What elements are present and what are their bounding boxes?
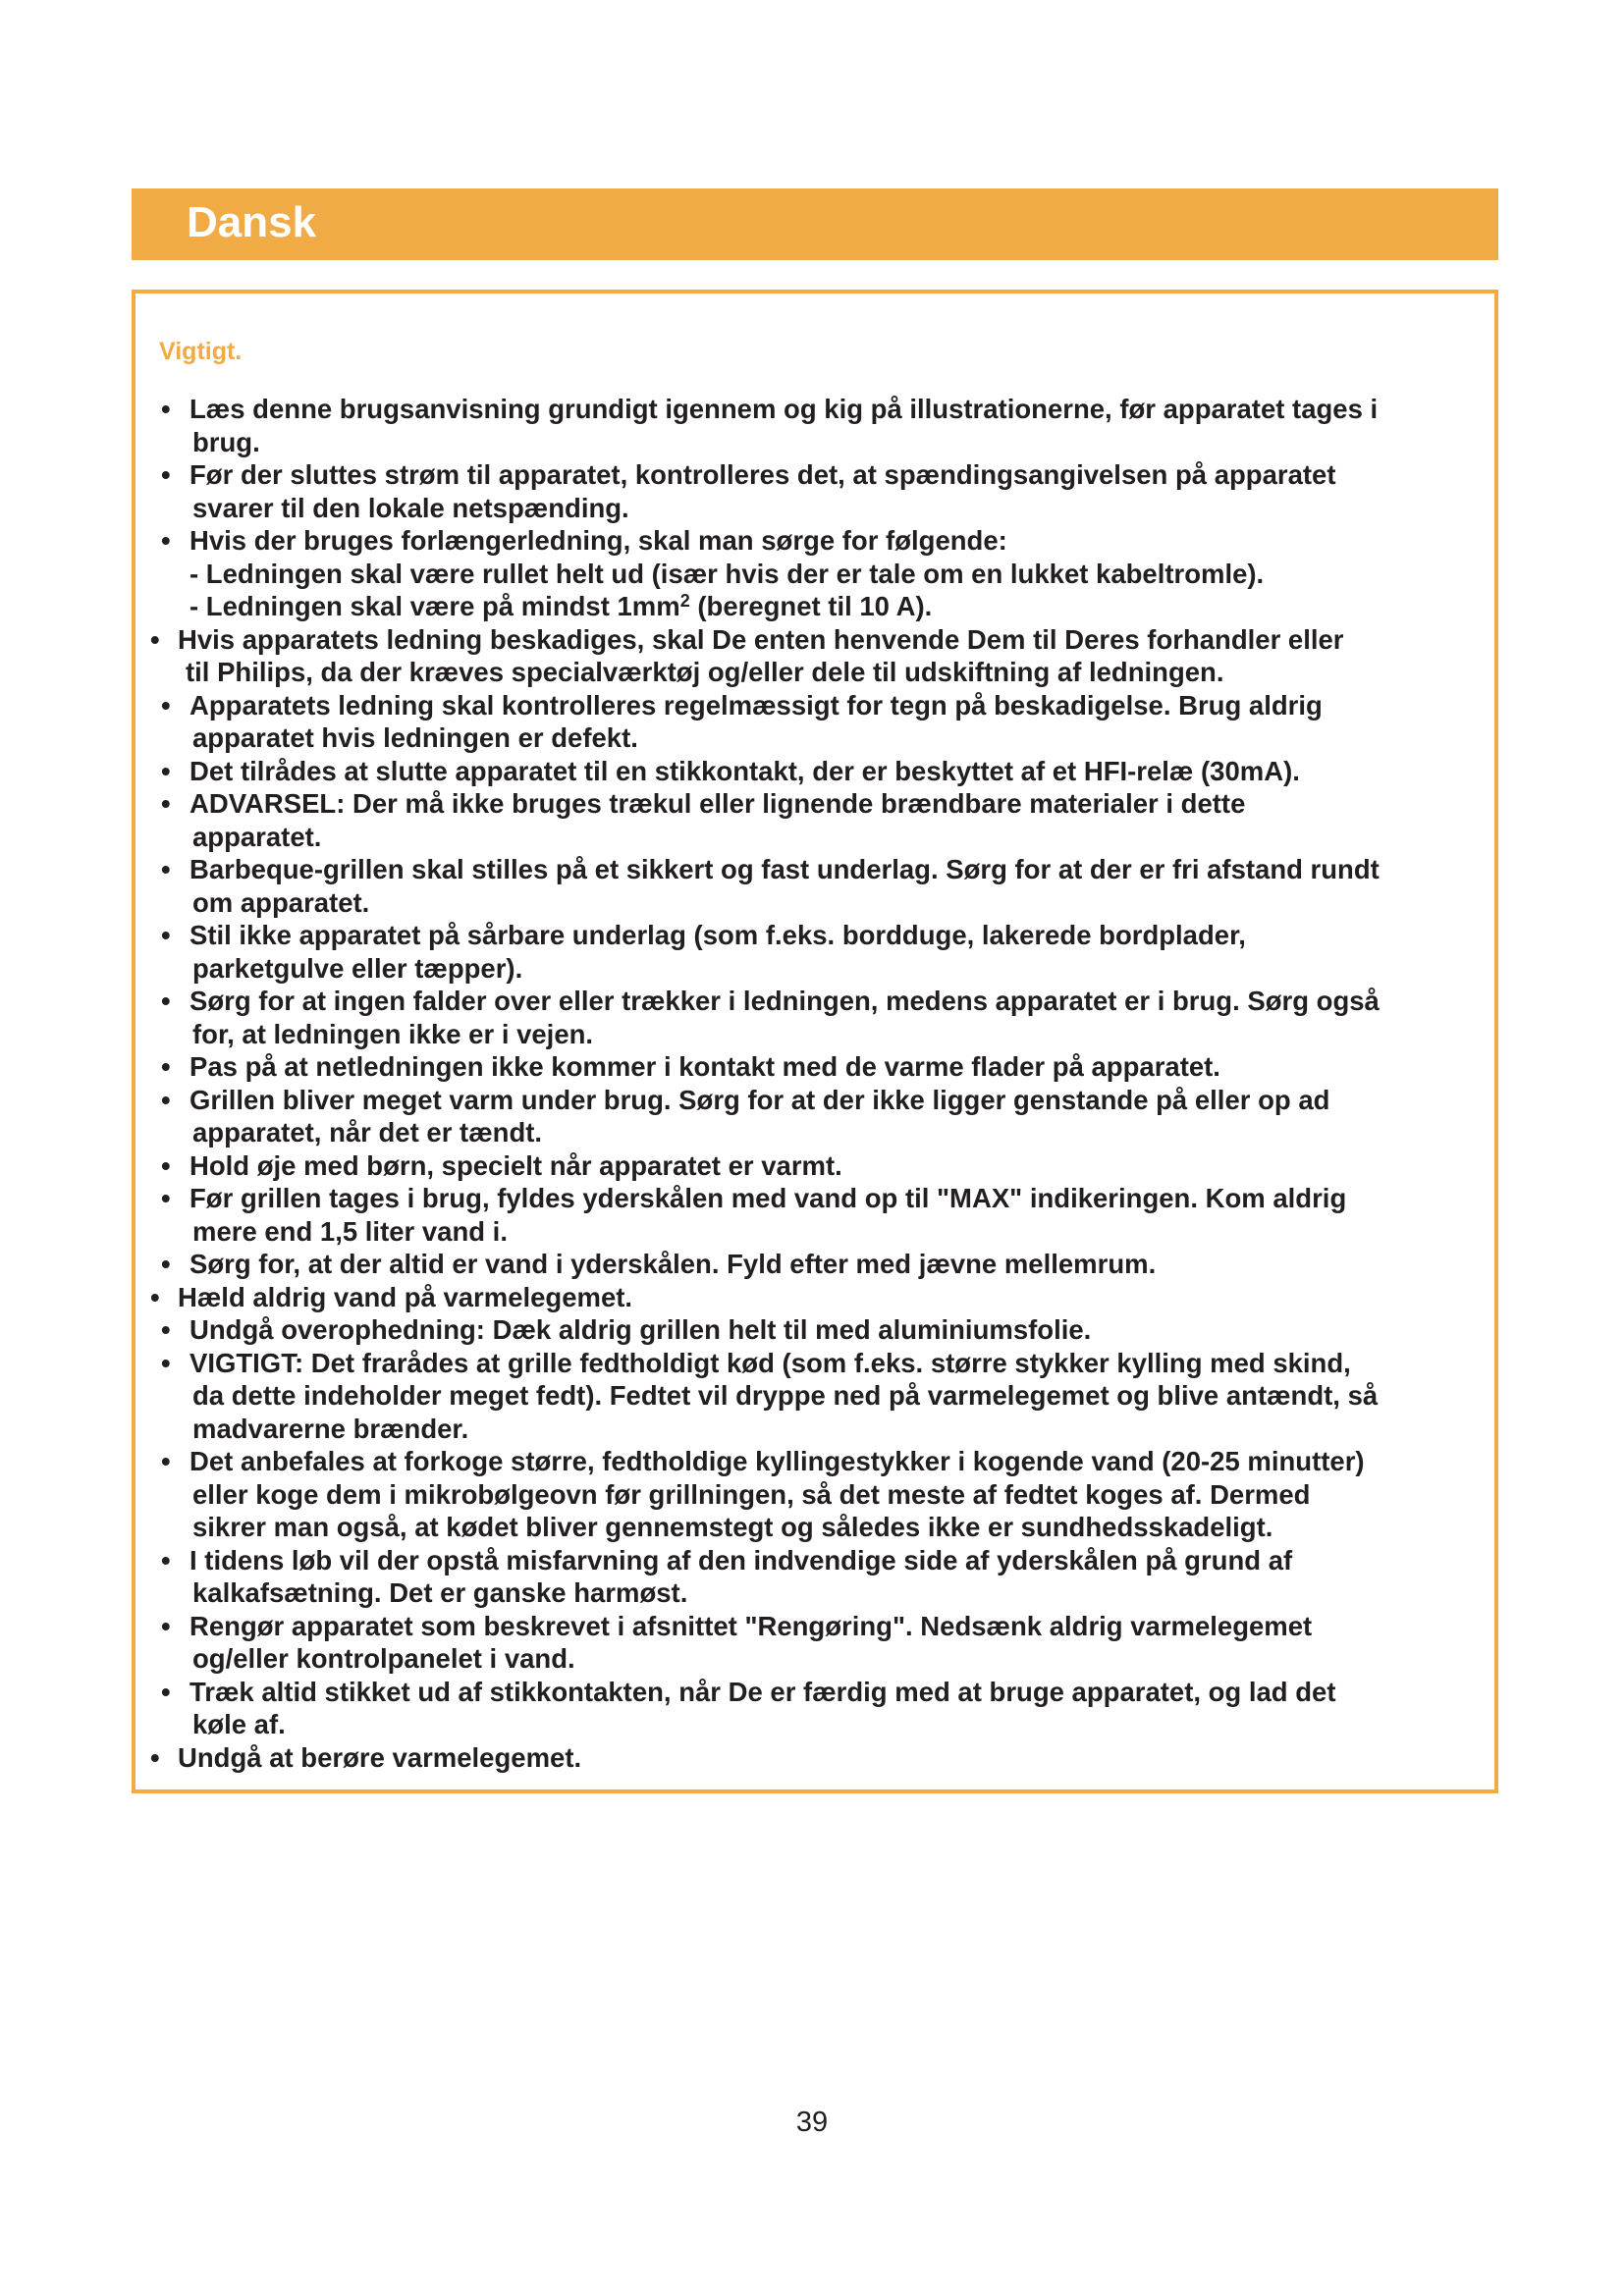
list-item-line: da dette indeholder meget fedt). Fedtet vil dryppe ned på varmelegemet og blive antændt, så: [192, 1380, 1379, 1411]
superscript: 2: [679, 591, 690, 611]
list-item-line: apparatet.: [192, 821, 322, 852]
list-item-line: Barbeque-grillen skal stilles på et sikkert og fast underlag. Sørg for at der er fri afstand rundt: [189, 854, 1380, 884]
important-safety-box: [132, 290, 1498, 1793]
list-item-line: madvarerne brænder.: [192, 1413, 469, 1444]
list-item-line: parketgulve eller tæpper).: [192, 952, 523, 984]
bullet: •: [161, 459, 171, 490]
bullet: •: [161, 1446, 171, 1476]
bullet: •: [161, 1610, 171, 1641]
list-item-line: Læs denne brugsanvisning grundigt igennem og kig på illustrationerne, før apparatet tages i: [189, 394, 1379, 424]
list-item-line: Rengør apparatet som beskrevet i afsnittet "Rengøring". Nedsænk aldrig varmelegemet: [189, 1610, 1313, 1641]
bullet: •: [161, 1084, 171, 1115]
bullet: •: [161, 1544, 171, 1575]
list-item-line: apparatet, når det er tændt.: [192, 1117, 543, 1148]
list-item-line: Det tilrådes at slutte apparatet til en stikkontakt, der er beskyttet af et HFI-relæ (30mA).: [189, 755, 1300, 786]
list-item-line: brug.: [192, 426, 260, 457]
bullet: •: [161, 1051, 171, 1082]
list-item-line: [189, 590, 932, 623]
list-item-line: Pas på at netledningen ikke kommer i kontakt med de varme flader på apparatet.: [189, 1051, 1220, 1082]
list-item-line: til Philips, da der kræves specialværktøj og/eller dele til udskiftning af ledningen.: [186, 657, 1224, 687]
bullet: •: [161, 854, 171, 884]
list-item-line: Apparatets ledning skal kontrolleres regelmæssigt for tegn på beskadigelse. Brug aldrig: [189, 689, 1323, 721]
bullet: •: [150, 1281, 160, 1312]
list-item-line: Før grillen tages i brug, fyldes yderskålen med vand op til "MAX" indikeringen. Kom aldrig: [189, 1183, 1347, 1213]
list-item-line: Hvis der bruges forlængerledning, skal man sørge for følgende:: [189, 525, 1007, 556]
list-item-line: Hvis apparatets ledning beskadiges, skal De enten henvende Dem til Deres forhandler eller: [178, 623, 1344, 655]
list-item-line: om apparatet.: [192, 886, 370, 918]
bullet: •: [161, 986, 171, 1016]
bullet: •: [150, 1741, 160, 1773]
bullet: •: [161, 788, 171, 819]
bullet: •: [161, 1676, 171, 1707]
list-item-line: Hæld aldrig vand på varmelegemet.: [178, 1281, 633, 1312]
list-item-line: eller koge dem i mikrobølgeovn før grillningen, så det meste af fedtet koges af. Dermed: [192, 1478, 1311, 1510]
list-item-line: Sørg for, at der altid er vand i yderskålen. Fyld efter med jævne mellemrum.: [189, 1249, 1157, 1279]
bullet: •: [161, 1149, 171, 1181]
bullet: •: [161, 755, 171, 786]
list-item-line: Grillen bliver meget varm under brug. Sørg for at der ikke ligger genstande på eller op ad: [189, 1084, 1330, 1115]
list-item-line: VIGTIGT: Det frarådes at grille fedtholdigt kød (som f.eks. større stykker kylling med skind,: [189, 1347, 1351, 1378]
list-item-line: sikrer man også, at kødet bliver gennemstegt og således ikke er sundhedsskadeligt.: [192, 1512, 1273, 1542]
language-title: Dansk: [187, 198, 317, 246]
list-item-line: Før der sluttes strøm til apparatet, kontrolleres det, at spændingsangivelsen på apparatet: [189, 459, 1336, 490]
bullet: •: [150, 623, 160, 655]
list-item-line: Stil ikke apparatet på sårbare underlag (som f.eks. bordduge, lakerede bordplader,: [189, 920, 1246, 950]
list-item-line: Undgå at berøre varmelegemet.: [178, 1741, 582, 1773]
sub-text: (beregnet til 10 A).: [689, 591, 933, 621]
list-item-line: I tidens løb vil der opstå misfarvning af den indvendige side af yderskålen på grund af: [189, 1544, 1293, 1575]
list-item-line: køle af.: [192, 1709, 286, 1739]
bullet: •: [161, 689, 171, 721]
list-item-line: Træk altid stikket ud af stikkontakten, når De er færdig med at bruge apparatet, og lad det: [189, 1676, 1336, 1707]
list-item-line: Hold øje med børn, specielt når apparatet er varmt.: [189, 1149, 842, 1181]
bullet: •: [161, 1249, 171, 1279]
bullet: •: [161, 1347, 171, 1378]
list-item-line: - Ledningen skal være rullet helt ud (især hvis der er tale om en lukket kabeltromle).: [189, 558, 1265, 589]
list-item-line: for, at ledningen ikke er i vejen.: [192, 1018, 594, 1049]
language-header-bar: [132, 188, 1498, 260]
list-item-line: svarer til den lokale netspænding.: [192, 492, 629, 523]
list-item-line: mere end 1,5 liter vand i.: [192, 1215, 508, 1247]
list-item-line: Det anbefales at forkoge større, fedtholdige kyllingestykker i kogende vand (20-25 minutter): [189, 1446, 1365, 1476]
list-item-line: apparatet hvis ledningen er defekt.: [192, 722, 638, 753]
list-item-line: kalkafsætning. Det er ganske harmøst.: [192, 1577, 688, 1608]
page-number: 39: [795, 2107, 829, 2138]
bullet: •: [161, 525, 171, 556]
list-item-line: og/eller kontrolpanelet i vand.: [192, 1643, 575, 1674]
bullet: •: [161, 1314, 171, 1345]
sub-text: - Ledningen skal være på mindst 1mm: [189, 591, 680, 621]
bullet: •: [161, 920, 171, 950]
bullet: •: [161, 394, 171, 424]
section-heading: Vigtigt.: [159, 338, 243, 365]
bullet: •: [161, 1183, 171, 1213]
list-item-line: Undgå overophedning: Dæk aldrig grillen helt til med aluminiumsfolie.: [189, 1314, 1092, 1345]
list-item-line: ADVARSEL: Der må ikke bruges trækul eller lignende brændbare materialer i dette: [189, 788, 1246, 819]
list-item-line: Sørg for at ingen falder over eller trækker i ledningen, medens apparatet er i brug. Sørg også: [189, 986, 1380, 1016]
